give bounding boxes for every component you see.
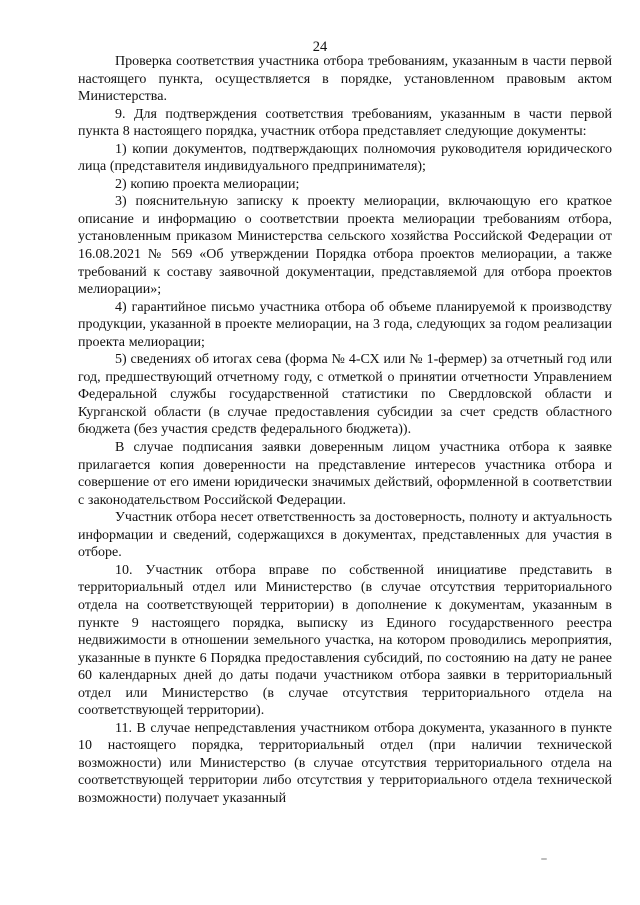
list-item-3-explanatory-note: 3) пояснительную записку к проекту мелиорации, включающую его краткое описание и информацию о соответствии проекта мелиорации требованиям отбора, установленным приказом Министерства сельского хозяйства Российской Федерации от 16.08.2021 № 569 «Об утверждении Порядка отбора проектов мелиорации, а также требований к составу заявочной документации, представляемой для отбора проектов мелиорации»; — [78, 194, 612, 298]
list-item-2-project-copy: 2) копию проекта мелиорации; — [115, 176, 300, 192]
list-item-4-guarantee-letter: 4) гарантийное письмо участника отбора об объеме планируемой к производству продукции, указанной в проекте мелиорации, на 3 года, следующих за годом реализации проекта мелиорации; — [78, 299, 612, 350]
paragraph-verification-procedure: Проверка соответствия участника отбора требованиям, указанным в части первой настоящего пункта, осуществляется в порядке, установленном правовым актом Министерства. — [78, 54, 612, 105]
list-item-1-authority-docs: 1) копии документов, подтверждающих полномочия руководителя юридического лица (представителя индивидуального предпринимателя); — [78, 141, 612, 175]
paragraph-item-10: 10. Участник отбора вправе по собственной инициативе представить в территориальный отдел или Министерство (в случае отсутствия территориального отдела на соответствующей территории) в дополнение к документам, указанным в пункте 9 настоящего порядка, выписку из Единого государственного реестра недвижимости в отношении земельного участка, на котором проводились мероприятия, указанные в пункте 6 Порядка предоставления субсидий, по состоянию на дату не ранее 60 календарных дней до даты подачи участником отбора заявки в территориальный отдел или Министерство (в случае отсутствия территориального отдела на соответствующей территории). — [78, 562, 612, 719]
document-body — [78, 53, 612, 808]
paragraph-participant-responsibility: Участник отбора несет ответственность за достоверность, полноту и актуальность информации и сведений, содержащихся в документах, представленных для участия в отборе. — [78, 510, 612, 561]
paragraph-power-of-attorney: В случае подписания заявки доверенным лицом участника отбора к заявке прилагается копия доверенности на представление интересов участника отбора и совершение от его имени юридически значимых действий, оформленной в соответствии с законодательством Российской Федерации. — [78, 440, 612, 508]
paragraph-item-11: 11. В случае непредставления участником отбора документа, указанного в пункте 10 настоящего порядка, территориальный отдел (при наличии технической возможности) или Министерство (в случае отсутствия территориального отдела на соответствующей территории либо отсутствия у территориального отдела технической возможности) получает указанный — [78, 720, 612, 806]
scan-artifact — [541, 858, 547, 860]
list-item-5-sowing-results: 5) сведениях об итогах сева (форма № 4-СХ или № 1-фермер) за отчетный год или год, предшествующий отчетному году, с отметкой о принятии отчетности Управлением Федеральной службы государственной статистики по Свердловской области и Курганской области (в случае предоставления субсидии за счет средств областного бюджета (без участия средств федерального бюджета)). — [78, 352, 612, 438]
page-number: 24 — [312, 39, 328, 55]
paragraph-item-9-intro: 9. Для подтверждения соответствия требованиям, указанным в части первой пункта 8 настоящего порядка, участник отбора представляет следующие документы: — [78, 106, 612, 140]
